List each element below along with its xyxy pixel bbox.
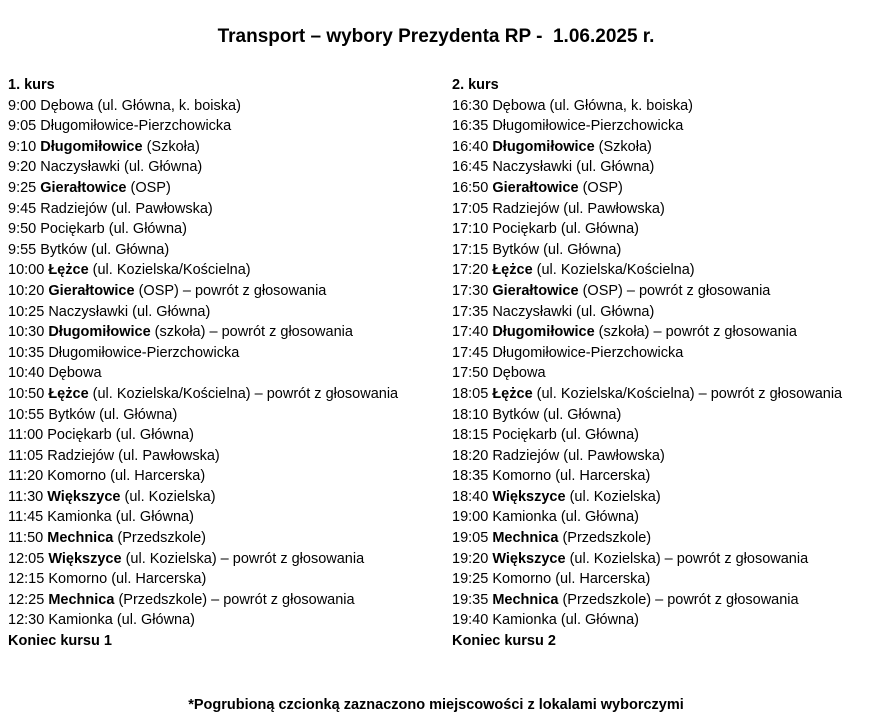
place-name-polling-station: Łężce (48, 385, 89, 402)
schedule-row (452, 466, 872, 487)
stop-detail: (ul. Główna) (120, 159, 203, 176)
schedule-row (8, 281, 452, 302)
schedule-row (8, 302, 452, 323)
place-name-polling-station: Większyce (492, 550, 566, 567)
place-name: Pociękarb (47, 427, 112, 444)
place-name-polling-station: Długomiłowice (492, 138, 595, 155)
schedule-row (8, 260, 452, 281)
place-name: Radziejów (492, 447, 560, 464)
departure-time: 9:55 (8, 241, 41, 258)
departure-time: 12:25 (8, 591, 49, 608)
stop-detail: (ul. Harcerska) (551, 468, 651, 485)
schedule-row (8, 116, 452, 137)
schedule-row (8, 487, 452, 508)
departure-time: 9:20 (8, 159, 41, 176)
departure-time: 18:10 (452, 406, 493, 423)
stop-detail: (ul. Pawłowska) (559, 200, 665, 217)
place-name: Długomiłowice-Pierzchowicka (48, 344, 240, 361)
place-name: Pociękarb (40, 221, 105, 238)
column-kurs-1 (8, 75, 452, 652)
departure-time: 10:55 (8, 406, 49, 423)
departure-time: 11:20 (8, 468, 48, 485)
stop-detail: (ul. Główna) (539, 406, 622, 423)
stop-detail: (ul. Główna) (111, 427, 194, 444)
place-name-polling-station: Łężce (492, 262, 533, 279)
place-name: Bytków (492, 241, 540, 258)
departure-time: 17:20 (452, 262, 493, 279)
schedule-row (8, 157, 452, 178)
schedule-row (8, 569, 452, 590)
place-name: Komorno (492, 468, 552, 485)
departure-time: 16:50 (452, 179, 493, 196)
place-name-polling-station: Gierałtowice (40, 179, 127, 196)
place-name-polling-station: Mechnica (47, 530, 114, 547)
departure-time: 18:20 (452, 447, 493, 464)
place-name-polling-station: Długomiłowice (48, 324, 151, 341)
departure-time: 10:35 (8, 344, 49, 361)
schedule-row (452, 178, 872, 199)
place-name-polling-station: Łężce (492, 385, 533, 402)
stop-detail: (ul. Główna) (87, 241, 170, 258)
departure-time: 17:45 (452, 344, 493, 361)
stop-detail: (ul. Główna, k. boiska) (545, 97, 694, 114)
departure-time: 16:35 (452, 118, 493, 135)
schedule-row (452, 446, 872, 467)
column-1-header: 1. kurs (8, 77, 55, 93)
place-name: Naczysławki (492, 159, 573, 176)
departure-time: 18:35 (452, 468, 493, 485)
column-1-rows (8, 96, 452, 631)
schedule-row (452, 137, 872, 158)
schedule-row (8, 137, 452, 158)
departure-time: 19:05 (452, 530, 493, 547)
schedule-row (8, 178, 452, 199)
schedule-row (452, 363, 872, 384)
schedule-row (452, 549, 872, 570)
stop-detail: (ul. Główna) (556, 427, 640, 444)
place-name: Dębowa (40, 97, 94, 114)
place-name-polling-station: Łężce (48, 262, 89, 279)
departure-time: 12:30 (8, 612, 49, 629)
departure-time: 17:05 (452, 200, 493, 217)
place-name: Radziejów (492, 200, 560, 217)
stop-detail: (ul. Kozielska) (565, 488, 661, 505)
place-name-polling-station: Długomiłowice (40, 138, 143, 155)
schedule-row (452, 240, 872, 261)
column-2-rows (452, 96, 872, 631)
place-name: Pociękarb (492, 427, 557, 444)
departure-time: 16:40 (452, 138, 493, 155)
place-name: Pociękarb (492, 221, 557, 238)
place-name-polling-station: Gierałtowice (492, 179, 579, 196)
departure-time: 19:40 (452, 612, 493, 629)
departure-time: 10:25 (8, 303, 49, 320)
place-name-polling-station: Gierałtowice (492, 282, 579, 299)
place-name: Naczysławki (40, 159, 121, 176)
stop-detail: (ul. Kozielska/Kościelna) (532, 262, 695, 279)
departure-time: 19:20 (452, 550, 493, 567)
stop-detail: (ul. Główna) (95, 406, 178, 423)
stop-detail: (ul. Główna) (572, 303, 655, 320)
schedule-row (452, 569, 872, 590)
departure-time: 12:05 (8, 550, 49, 567)
schedule-row (452, 405, 872, 426)
stop-detail: (szkoła) – powrót z głosowania (594, 324, 797, 341)
stop-detail: (ul. Główna) (112, 612, 196, 629)
schedule-row (8, 549, 452, 570)
departure-time: 17:15 (452, 241, 493, 258)
schedule-row (452, 116, 872, 137)
departure-time: 11:05 (8, 447, 48, 464)
stop-detail: (ul. Kozielska/Kościelna) – powrót z głosowania (88, 385, 399, 402)
stop-detail: (ul. Główna) (128, 303, 211, 320)
schedule-row (452, 199, 872, 220)
stop-detail: (ul. Pawłowska) (114, 447, 220, 464)
place-name: Komorno (48, 571, 108, 588)
schedule-row (8, 507, 452, 528)
stop-detail: (ul. Główna) (104, 221, 187, 238)
schedule-row (8, 96, 452, 117)
stop-detail: (Przedszkole) (558, 530, 652, 547)
departure-time: 19:35 (452, 591, 493, 608)
stop-detail: (ul. Kozielska) (120, 488, 216, 505)
stop-detail: (ul. Główna, k. boiska) (93, 97, 241, 114)
departure-time: 17:30 (452, 282, 493, 299)
departure-time: 9:05 (8, 118, 41, 135)
place-name: Długomiłowice-Pierzchowicka (492, 118, 684, 135)
schedule-row (8, 199, 452, 220)
schedule-row (452, 425, 872, 446)
departure-time: 9:50 (8, 221, 41, 238)
departure-time: 19:25 (452, 571, 493, 588)
schedule-row (8, 219, 452, 240)
stop-detail: (ul. Główna) (539, 241, 622, 258)
column-2-header: 2. kurs (452, 77, 499, 93)
stop-detail: (ul. Kozielska/Kościelna) (88, 262, 251, 279)
schedule-row (452, 343, 872, 364)
column-2-end-label: Koniec kursu 2 (452, 633, 556, 650)
place-name-polling-station: Gierałtowice (48, 282, 135, 299)
departure-time: 17:40 (452, 324, 493, 341)
schedule-row (8, 384, 452, 405)
stop-detail: (OSP) (578, 179, 623, 196)
schedule-row (8, 610, 452, 631)
schedule-row (8, 425, 452, 446)
place-name-polling-station: Większyce (48, 550, 122, 567)
place-name: Długomiłowice-Pierzchowicka (40, 118, 232, 135)
stop-detail: (Przedszkole) (113, 530, 207, 547)
departure-time: 18:05 (452, 385, 493, 402)
schedule-row (452, 487, 872, 508)
schedule-row (452, 610, 872, 631)
departure-time: 11:50 (8, 530, 48, 547)
footnote: *Pogrubioną czcionką zaznaczono miejscowości z lokalami wyborczymi (188, 696, 684, 713)
stop-detail: (Szkoła) (594, 138, 652, 155)
stop-detail: (OSP) – powrót z głosowania (578, 282, 771, 299)
place-name: Radziejów (47, 447, 115, 464)
place-name: Bytków (48, 406, 96, 423)
schedule-row (452, 507, 872, 528)
place-name: Dębowa (492, 365, 546, 382)
stop-detail: (ul. Główna) (556, 509, 640, 526)
place-name: Radziejów (40, 200, 108, 217)
stop-detail: (OSP) – powrót z głosowania (134, 282, 327, 299)
place-name-polling-station: Długomiłowice (492, 324, 595, 341)
schedule-row (8, 528, 452, 549)
departure-time: 10:40 (8, 365, 49, 382)
place-name-polling-station: Mechnica (48, 591, 115, 608)
place-name: Komorno (47, 468, 107, 485)
departure-time: 10:00 (8, 262, 49, 279)
schedule-row (452, 322, 872, 343)
stop-detail: (Przedszkole) – powrót z głosowania (114, 591, 355, 608)
place-name-polling-station: Mechnica (492, 530, 559, 547)
place-name: Długomiłowice-Pierzchowicka (492, 344, 684, 361)
departure-time: 9:10 (8, 138, 41, 155)
stop-detail: (ul. Pawłowska) (107, 200, 213, 217)
stop-detail: (ul. Harcerska) (551, 571, 651, 588)
column-1-end-label: Koniec kursu 1 (8, 633, 112, 650)
stop-detail: (ul. Pawłowska) (559, 447, 665, 464)
place-name: Kamionka (48, 612, 113, 629)
stop-detail: (ul. Główna) (111, 509, 194, 526)
departure-time: 11:45 (8, 509, 48, 526)
schedule-row (8, 446, 452, 467)
place-name-polling-station: Większyce (492, 488, 566, 505)
place-name: Dębowa (48, 365, 102, 382)
schedule-row (8, 343, 452, 364)
place-name: Komorno (492, 571, 552, 588)
departure-time: 18:40 (452, 488, 493, 505)
departure-time: 9:00 (8, 97, 41, 114)
schedule-row (452, 281, 872, 302)
page-title: Transport – wybory Prezydenta RP - 1.06.2025 r. (217, 26, 655, 47)
departure-time: 19:00 (452, 509, 493, 526)
stop-detail: (ul. Główna) (572, 159, 655, 176)
departure-time: 17:10 (452, 221, 493, 238)
stop-detail: (ul. Harcerska) (107, 571, 207, 588)
schedule-row (8, 363, 452, 384)
schedule-row (8, 590, 452, 611)
departure-time: 9:25 (8, 179, 41, 196)
stop-detail: (ul. Kozielska) – powrót z głosowania (121, 550, 365, 567)
departure-time: 12:15 (8, 571, 49, 588)
place-name: Dębowa (492, 97, 546, 114)
stop-detail: (Przedszkole) – powrót z głosowania (558, 591, 799, 608)
departure-time: 11:30 (8, 488, 48, 505)
departure-time: 17:35 (452, 303, 493, 320)
schedule-columns (0, 75, 872, 652)
place-name: Naczysławki (492, 303, 573, 320)
schedule-row (452, 157, 872, 178)
schedule-row (452, 590, 872, 611)
stop-detail: (ul. Harcerska) (106, 468, 206, 485)
schedule-row (452, 384, 872, 405)
column-kurs-2 (452, 75, 872, 652)
place-name: Kamionka (492, 612, 557, 629)
stop-detail: (ul. Kozielska) – powrót z głosowania (565, 550, 809, 567)
schedule-row (452, 260, 872, 281)
stop-detail: (ul. Główna) (556, 612, 640, 629)
place-name: Bytków (492, 406, 540, 423)
schedule-row (8, 466, 452, 487)
place-name: Naczysławki (48, 303, 129, 320)
schedule-row (8, 405, 452, 426)
departure-time: 18:15 (452, 427, 493, 444)
departure-time: 16:45 (452, 159, 493, 176)
departure-time: 10:50 (8, 385, 49, 402)
departure-time: 10:30 (8, 324, 49, 341)
departure-time: 10:20 (8, 282, 49, 299)
stop-detail: (ul. Główna) (556, 221, 640, 238)
place-name-polling-station: Większyce (47, 488, 121, 505)
place-name: Kamionka (492, 509, 557, 526)
schedule-row (8, 322, 452, 343)
place-name: Bytków (40, 241, 87, 258)
schedule-row (452, 219, 872, 240)
stop-detail: (szkoła) – powrót z głosowania (150, 324, 353, 341)
departure-time: 11:00 (8, 427, 48, 444)
schedule-row (8, 240, 452, 261)
place-name-polling-station: Mechnica (492, 591, 559, 608)
departure-time: 9:45 (8, 200, 41, 217)
departure-time: 17:50 (452, 365, 493, 382)
departure-time: 16:30 (452, 97, 493, 114)
stop-detail: (Szkoła) (142, 138, 200, 155)
place-name: Kamionka (47, 509, 112, 526)
schedule-row (452, 96, 872, 117)
stop-detail: (ul. Kozielska/Kościelna) – powrót z głosowania (532, 385, 843, 402)
schedule-row (452, 528, 872, 549)
stop-detail: (OSP) (126, 179, 171, 196)
schedule-row (452, 302, 872, 323)
